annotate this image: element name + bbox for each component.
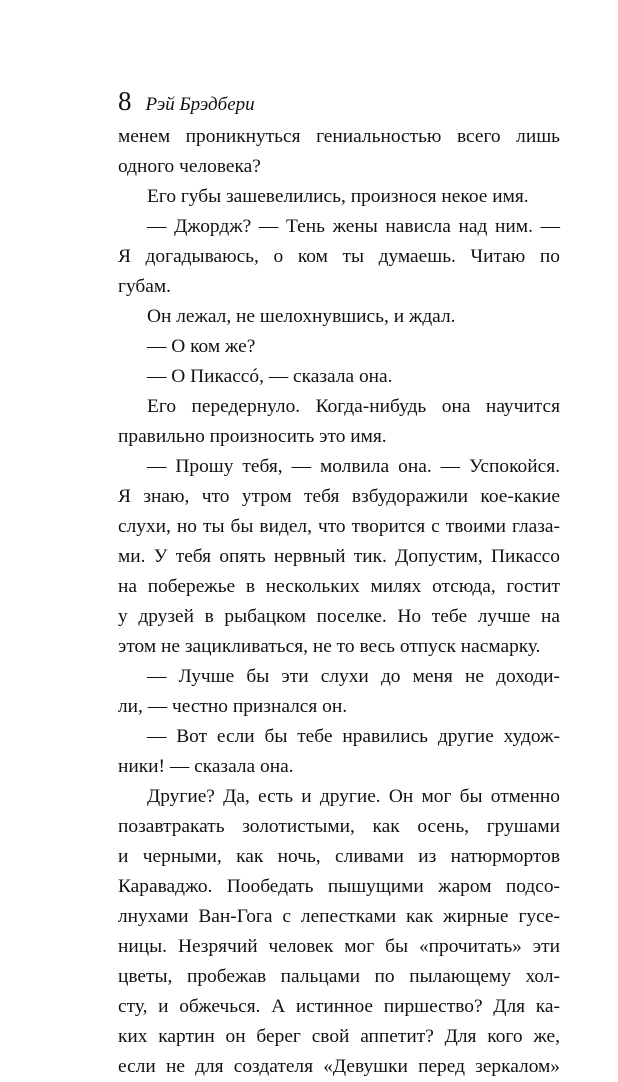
text-line: слухи, но ты бы видел, что творится с твоими глаза-: [118, 516, 560, 537]
text-line: ли, — честно признался он.: [118, 696, 348, 717]
text-line: у друзей в рыбацком поселке. Но тебе лучше на: [118, 606, 560, 627]
text-line: на побережье в нескольких милях отсюда, гостит: [118, 576, 560, 597]
text-line: Его губы зашевелились, произнося некое имя.: [147, 186, 529, 207]
text-line: губам.: [118, 276, 171, 297]
text-line: ми. У тебя опять нервный тик. Допустим, Пикассо: [118, 546, 560, 567]
text-line: — Вот если бы тебе нравились другие худож-: [147, 726, 560, 747]
text-line: Я знаю, что утром тебя взбудоражили кое-какие: [118, 486, 560, 507]
page-number: 8: [118, 86, 132, 116]
text-line: сту, и обжечься. А истинное пиршество? Для ка-: [118, 996, 560, 1017]
text-line: ники! — сказала она.: [118, 756, 294, 777]
text-line: — О Пикассó, — сказала она.: [147, 366, 393, 387]
text-line: если не для создателя «Девушки перед зеркалом»: [118, 1056, 560, 1077]
text-line: ких картин он берег свой аппетит? Для кого же,: [118, 1026, 560, 1047]
text-line: Он лежал, не шелохнувшись, и ждал.: [147, 306, 456, 327]
text-line: ницы. Незрячий человек мог бы «прочитать» эти: [118, 936, 560, 957]
running-title: Рэй Брэдбери: [145, 94, 255, 115]
text-line: и черными, как ночь, сливами из натюрмортов: [118, 846, 560, 867]
text-line: одного человека?: [118, 156, 261, 177]
text-line: — Джордж? — Тень жены нависла над ним. —: [147, 216, 560, 237]
text-line: Караваджо. Пообедать пышущими жаром подсо-: [118, 876, 560, 897]
text-line: правильно произносить это имя.: [118, 426, 387, 447]
text-line: — Прошу тебя, — молвила она. — Успокойся.: [147, 456, 560, 477]
text-line: цветы, пробежав пальцами по пылающему хол-: [118, 966, 560, 987]
running-head: [118, 86, 255, 116]
body-text: [118, 122, 560, 1082]
text-line: позавтракать золотистыми, как осень, грушами: [118, 816, 560, 837]
text-line: лнухами Ван-Гога с лепестками как жирные гусе-: [118, 906, 560, 927]
text-line: этом не зацикливаться, не то весь отпуск насмарку.: [118, 636, 541, 657]
text-line: Другие? Да, есть и другие. Он мог бы отменно: [147, 786, 560, 807]
text-line: — О ком же?: [147, 336, 256, 357]
text-line: — Лучше бы эти слухи до меня не доходи-: [147, 666, 560, 687]
text-line: менем проникнуться гениальностью всего лишь: [118, 126, 560, 147]
text-line: Его передернуло. Когда-нибудь она научится: [147, 396, 560, 417]
text-line: Я догадываюсь, о ком ты думаешь. Читаю по: [118, 246, 560, 267]
